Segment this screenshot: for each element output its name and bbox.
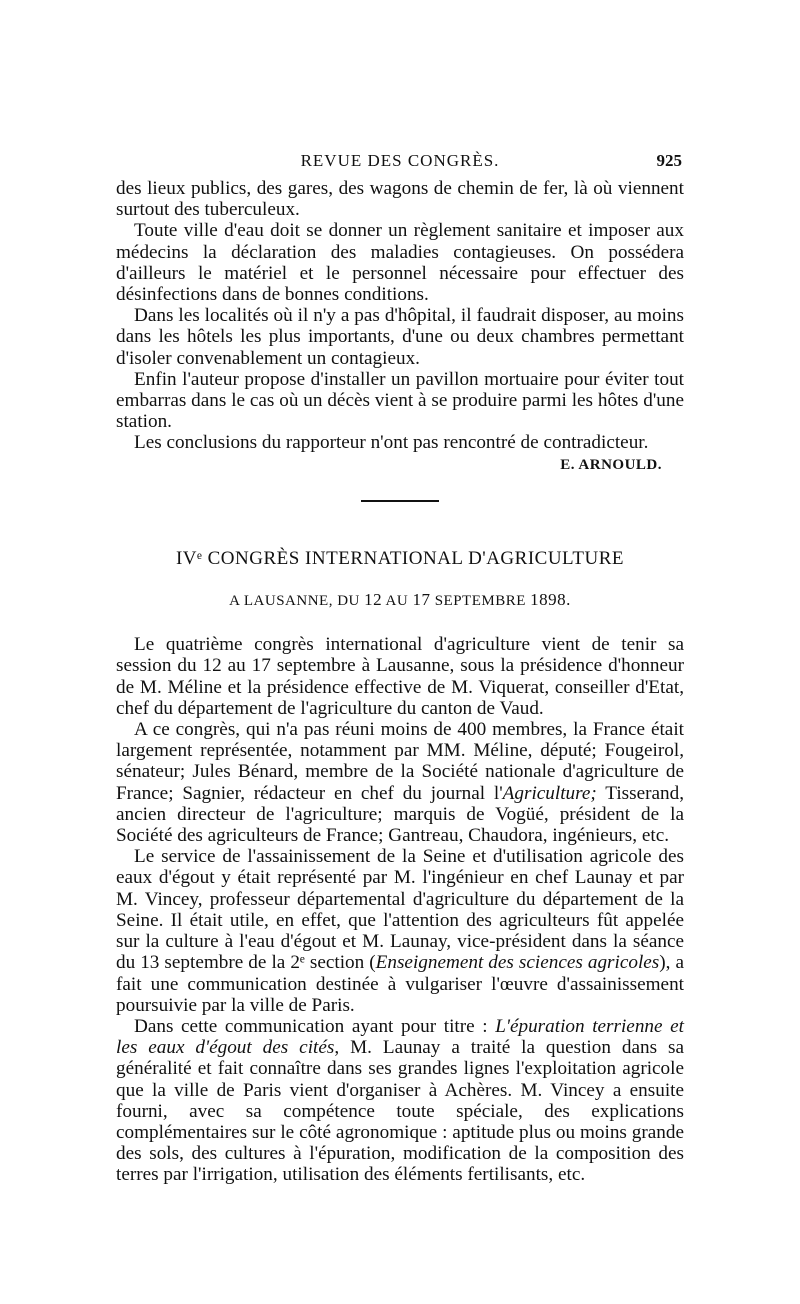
paragraph: Le quatrième congrès international d'agriculture vient de tenir sa session du 12 au 17 septembre à Lausanne, sous la présidence d'honneur de M. Méline et la présidence effective de M. Viquerat, conseiller d'Etat, chef du département de l'agriculture du canton de Vaud. <box>116 634 684 719</box>
text-run: Tisserand, ancien directeur de l'agriculture; marquis de Vogüé, président de la Société des agriculteurs de France; Gantreau, Chaudora, ingénieurs, etc. <box>116 782 684 847</box>
section-heading: IVᵉ CONGRÈS INTERNATIONAL D'AGRICULTURE <box>175 547 625 569</box>
running-title: REVUE DES CONGRÈS. <box>300 151 500 170</box>
section-subheading <box>116 589 684 612</box>
subheading-year: 1898. <box>530 590 571 610</box>
subheading-place: A LAUSANNE, DU <box>229 593 365 610</box>
section-agriculture-congress <box>116 634 684 1185</box>
running-head <box>116 150 684 172</box>
paragraph: Les conclusions du rapporteur n'ont pas rencontré de contradicteur. <box>134 432 649 454</box>
subheading-au: AU <box>382 593 413 610</box>
subheading-start-day: 12 <box>364 590 383 610</box>
section-title: Enseignement des sciences agricoles <box>375 952 660 974</box>
paragraph <box>116 719 684 846</box>
subheading-end-day: 17 <box>412 590 431 610</box>
section-tuberculosis-report <box>116 178 684 476</box>
document-page <box>116 150 684 1186</box>
paragraph: Dans les localités où il n'y a pas d'hôpital, il faudrait disposer, au moins dans les hôtels les plus importants, d'une ou deux chambres permettant d'isoler convenablement un contagieux. <box>116 305 684 369</box>
text-run: A ce congrès, qui n'a pas réuni moins de 400 membres, la France était largement représentée, notamment par MM. Méline, député; Fougeirol, sénateur; Jules Bénard, membre de la Société nationale d'agriculture de France; Sagnier, rédacteur en chef du journal l' <box>116 719 684 804</box>
paragraph <box>116 1016 684 1186</box>
page-number: 925 <box>656 151 682 170</box>
paragraph <box>116 846 684 1016</box>
paragraph: des lieux publics, des gares, des wagons de chemin de fer, là où viennent surtout des tuberculeux. <box>116 178 684 221</box>
author-signature: E. ARNOULD. <box>560 456 662 473</box>
text-run: ), a fait une communication destinée à vulgariser l'œuvre d'assainissement poursuivie par la ville de Paris. <box>116 952 685 1016</box>
paragraph: Enfin l'auteur propose d'installer un pavillon mortuaire pour éviter tout embarras dans le cas où un décès vient à se produire parmi les hôtes d'une station. <box>116 368 684 433</box>
communication-title: L'épuration terrienne et les eaux d'égout des cités <box>116 1015 684 1059</box>
journal-title: Agriculture; <box>502 782 597 804</box>
section-separator <box>361 500 439 502</box>
text-run: Dans cette communication ayant pour titre : <box>134 1015 496 1037</box>
paragraph: Toute ville d'eau doit se donner un règlement sanitaire et imposer aux médecins la déclaration des maladies contagieuses. On possédera d'ailleurs le matériel et le personnel nécessaire pour effectuer des désinfections dans de bonnes conditions. <box>116 220 684 306</box>
subheading-month: SEPTEMBRE <box>430 593 531 610</box>
text-run: Le service de l'assainissement de la Seine et d'utilisation agricole des eaux d'égout y était représenté par M. l'ingénieur en chef Launay et par M. Vincey, professeur départemental d'agriculture du département de la Seine. Il était utile, en effet, que l'attention des agriculteurs fût appelée sur la culture à l'eau d'égout et M. Launay, vice-président dans la séance du 13 septembre de la 2ᵉ section ( <box>116 846 684 974</box>
text-run: , M. Launay a traité la question dans sa généralité et fait connaître dans ses grandes lignes l'exploitation agricole que la ville de Paris vient d'organiser à Achères. M. Vincey a ensuite fourni, avec sa compétence toute spéciale, des explications complémentaires sur le côté agronomique : aptitude plus ou moins grande des sols, des cultures à l'épuration, modification de la composition des terres par l'irrigation, utilisation des éléments fertilisants, etc. <box>116 1037 684 1186</box>
